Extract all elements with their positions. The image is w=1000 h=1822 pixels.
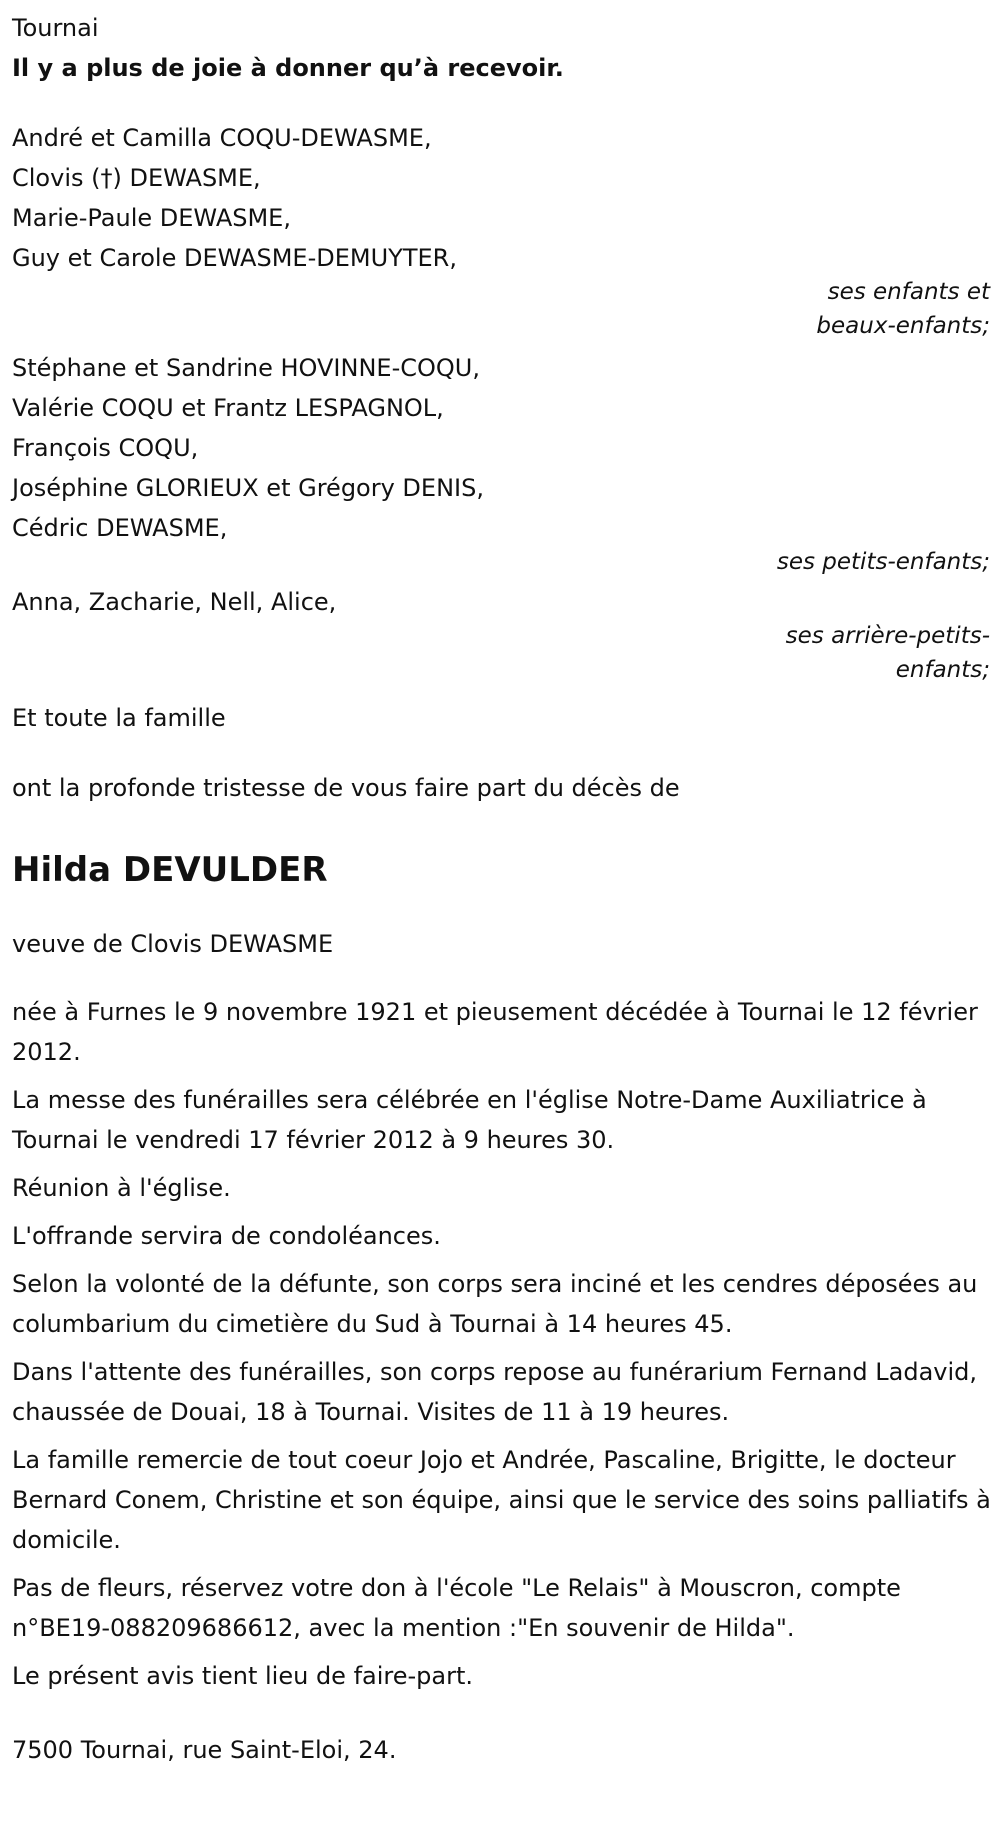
grandchild-name: Stéphane et Sandrine HOVINNE-COQU,	[12, 354, 480, 382]
widow-of: veuve de Clovis DEWASME	[12, 930, 334, 958]
great-grandchildren-group	[12, 582, 992, 690]
quote: Il y a plus de joie à donner qu’à recevoir.	[12, 54, 564, 82]
grandchild-name: Valérie COQU et Frantz LESPAGNOL,	[12, 394, 444, 422]
paragraph-donation: Pas de fleurs, réservez votre don à l'école "Le Relais" à Mouscron, compte n°BE19-088209686612, avec la mention :"En souvenir de Hilda".	[12, 1574, 901, 1642]
child-name: André et Camilla COQU-DEWASME,	[12, 124, 432, 152]
paragraph-offering: L'offrande servira de condoléances.	[12, 1222, 441, 1250]
grandchild-name: Joséphine GLORIEUX et Grégory DENIS,	[12, 474, 484, 502]
deceased-name: Hilda DEVULDER	[12, 850, 328, 890]
great-grandchildren-names: Anna, Zacharie, Nell, Alice,	[12, 588, 337, 616]
extended-family: Et toute la famille	[12, 704, 226, 732]
grandchildren-names	[12, 348, 992, 548]
grandchild-name: Cédric DEWASME,	[12, 514, 228, 542]
great-grandchildren-role-line1: ses arrière-petits-	[785, 623, 990, 649]
paragraph-mass: La messe des funérailles sera célébrée en l'église Notre-Dame Auxiliatrice à Tournai le vendredi 17 février 2012 à 9 heures 30.	[12, 1086, 927, 1154]
paragraph-birth-death: née à Furnes le 9 novembre 1921 et pieusement décédée à Tournai le 12 février 2012.	[12, 998, 978, 1066]
child-name: Guy et Carole DEWASME-DEMUYTER,	[12, 244, 457, 272]
children-group	[12, 118, 992, 346]
address: 7500 Tournai, rue Saint-Eloi, 24.	[12, 1736, 397, 1764]
paragraph-cremation: Selon la volonté de la défunte, son corps sera inciné et les cendres déposées au columbarium du cimetière du Sud à Tournai à 14 heures 45.	[12, 1270, 978, 1338]
child-name: Clovis (†) DEWASME,	[12, 164, 261, 192]
great-grandchildren-role-line2: enfants;	[895, 657, 990, 683]
city-heading: Tournai	[12, 14, 99, 42]
children-role-line2: beaux-enfants;	[816, 313, 990, 339]
children-role-line1: ses enfants et	[827, 279, 990, 305]
child-name: Marie-Paule DEWASME,	[12, 204, 291, 232]
obituary-content	[12, 8, 992, 1770]
grandchildren-role: ses petits-enfants;	[776, 549, 990, 575]
paragraph-meeting: Réunion à l'église.	[12, 1174, 231, 1202]
grandchild-name: François COQU,	[12, 434, 199, 462]
announcement: ont la profonde tristesse de vous faire part du décès de	[12, 774, 680, 802]
paragraph-funerarium: Dans l'attente des funérailles, son corps repose au funérarium Fernand Ladavid, chaussée de Douai, 18 à Tournai. Visites de 11 à 19 heures.	[12, 1358, 978, 1426]
children-names	[12, 118, 992, 278]
grandchildren-group	[12, 348, 992, 582]
paragraph-thanks: La famille remercie de tout coeur Jojo et Andrée, Pascaline, Brigitte, le docteur Bernard Conem, Christine et son équipe, ainsi que le service des soins palliatifs à domicile.	[12, 1446, 991, 1554]
paragraph-notice: Le présent avis tient lieu de faire-part.	[12, 1662, 474, 1690]
